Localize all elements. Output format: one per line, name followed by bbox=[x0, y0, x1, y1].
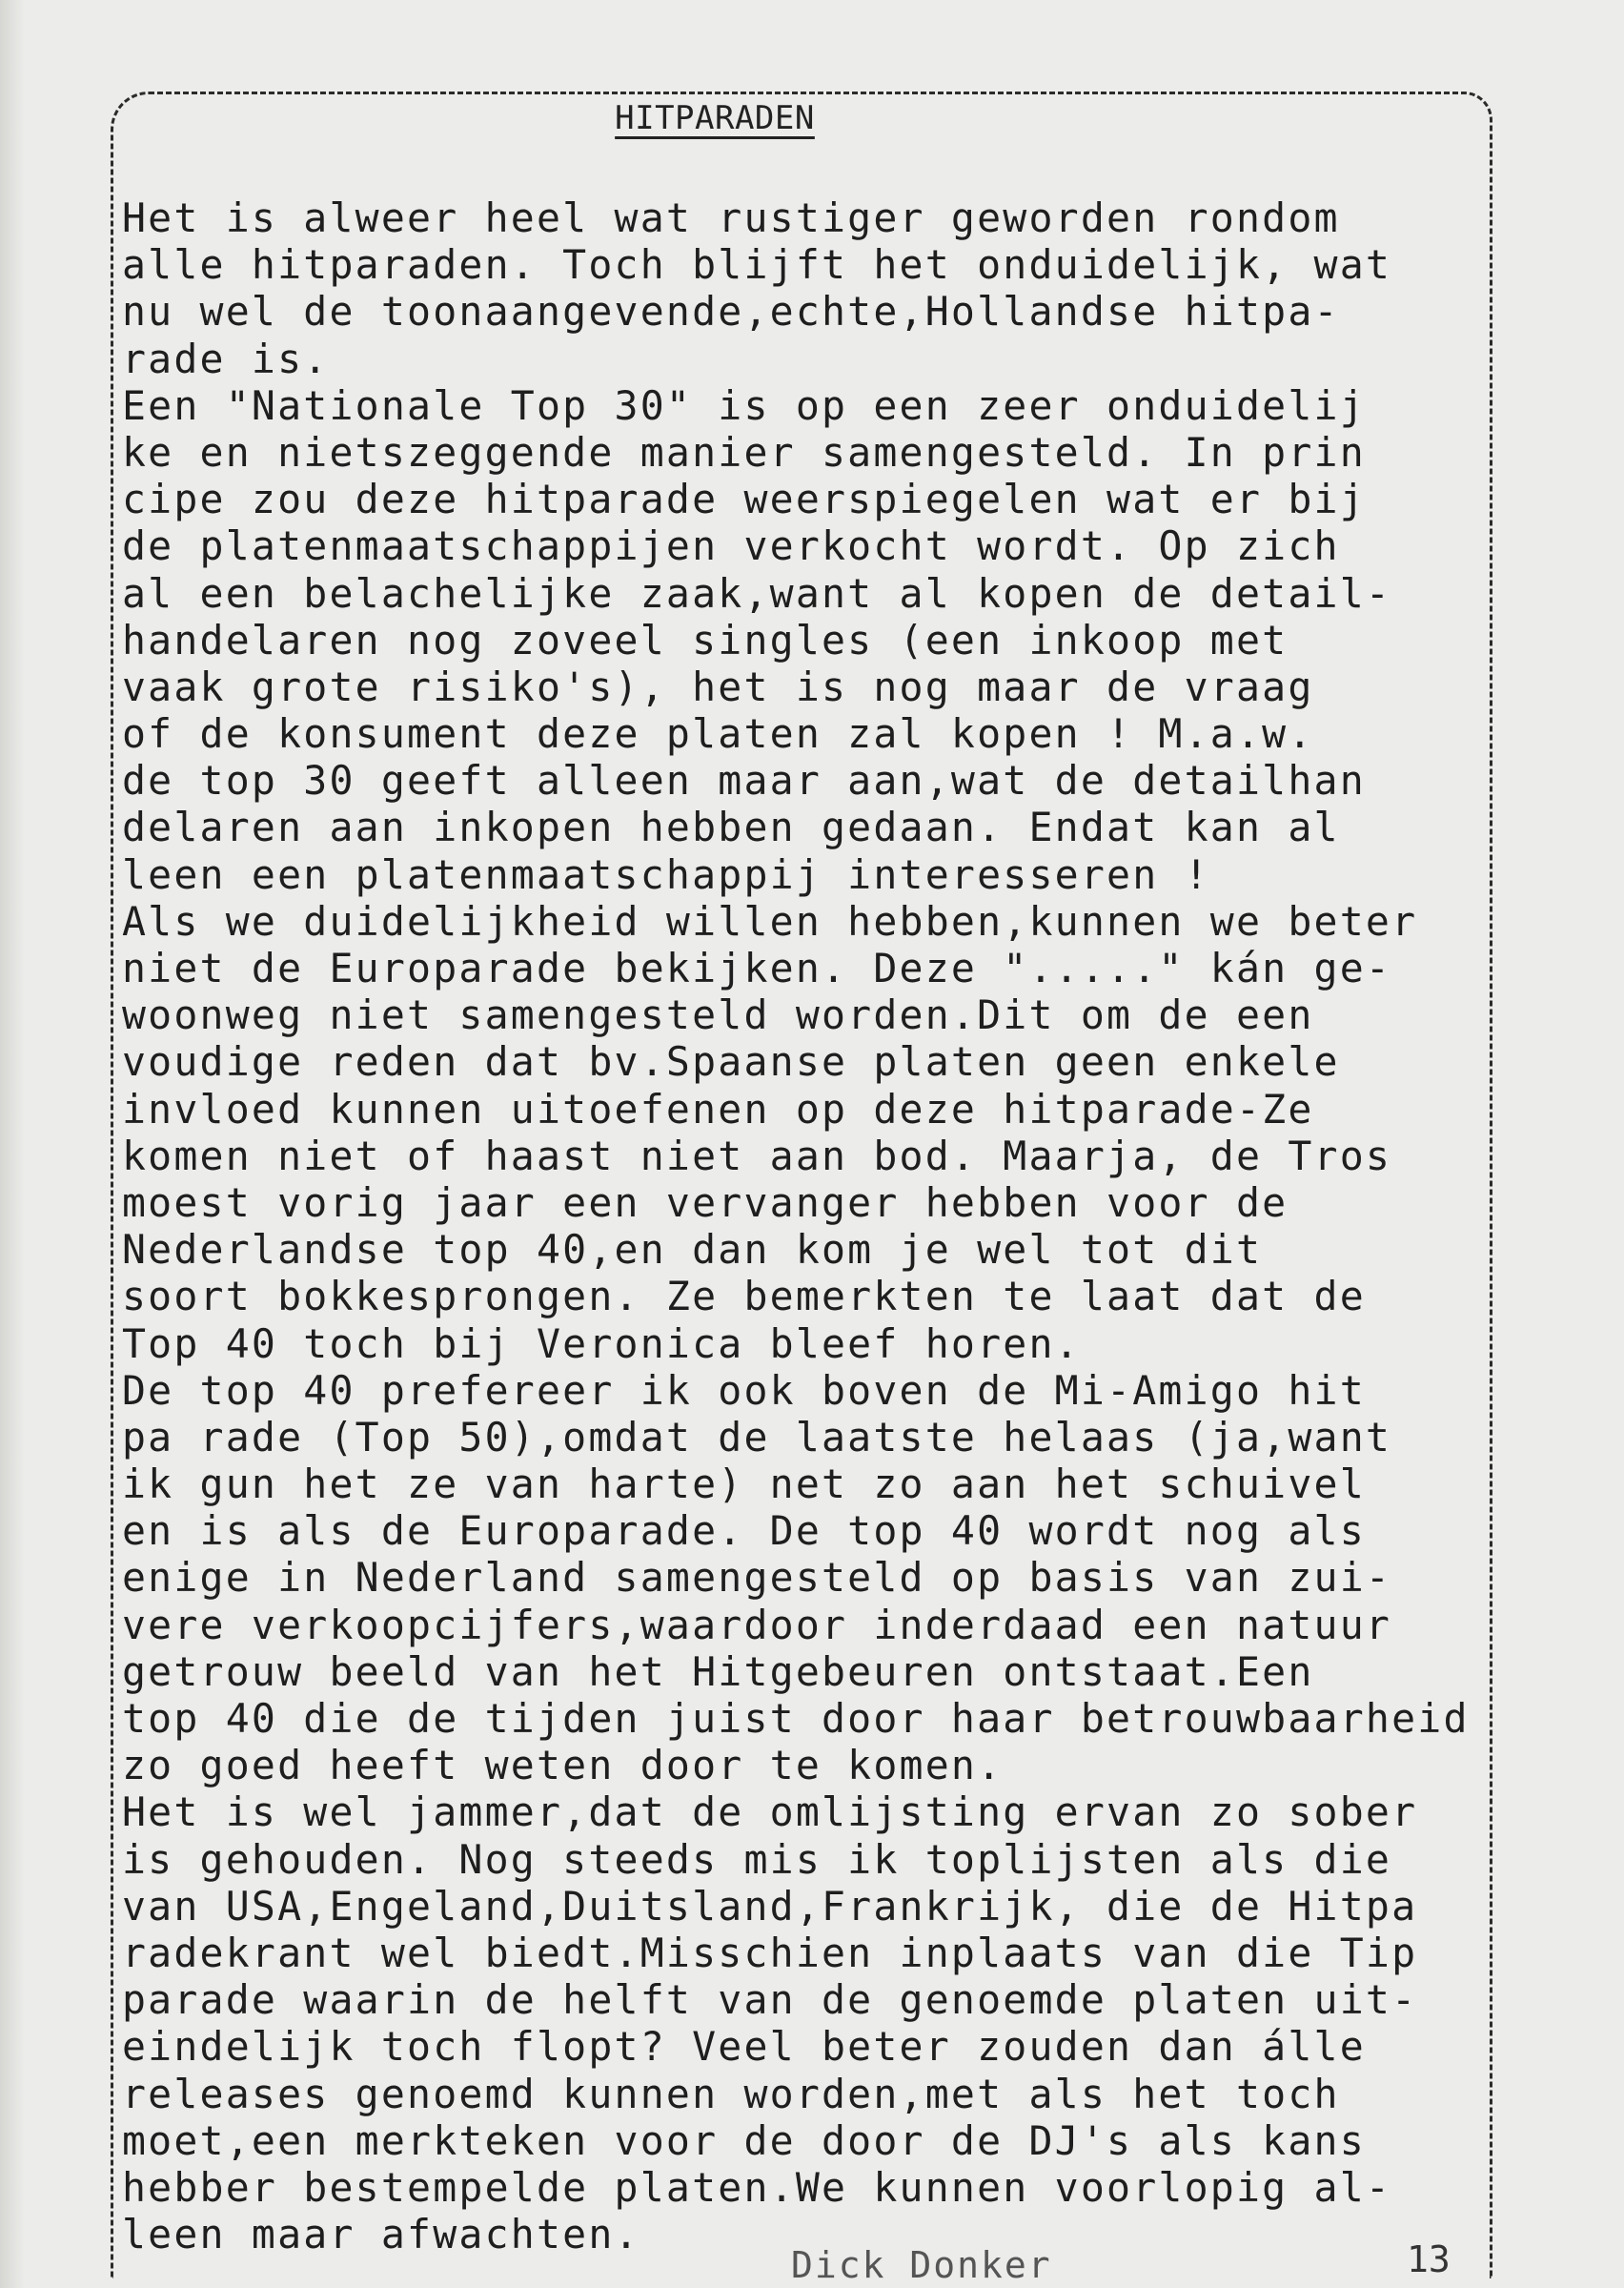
text-line: Het is wel jammer,dat de omlijsting ervan zo sober bbox=[122, 1788, 1418, 1836]
text-line: top 40 die de tijden juist door haar betrouwbaarheid bbox=[122, 1695, 1470, 1742]
text-line: niet de Europarade bekijken. Deze "....." kán ge- bbox=[122, 945, 1392, 991]
text-line: woonweg niet samengesteld worden.Dit om de een bbox=[122, 991, 1314, 1039]
text-line: nu wel de toonaangevende,echte,Hollandse hitpa- bbox=[122, 288, 1340, 336]
text-line: releases genoemd kunnen worden,met als het toch bbox=[122, 2070, 1340, 2117]
text-line: moet,een merkteken voor de door de DJ's als kans bbox=[122, 2116, 1366, 2164]
text-line: komen niet of haast niet aan bod. Maarja, de Tros bbox=[122, 1132, 1392, 1179]
article-body bbox=[122, 194, 1552, 2257]
text-line: is gehouden. Nog steeds mis ik toplijsten als die bbox=[122, 1835, 1392, 1883]
text-line: vaak grote risiko's), het is nog maar de vraag bbox=[122, 663, 1314, 710]
text-line: Een "Nationale Top 30" is op een zeer onduidelij bbox=[122, 381, 1366, 429]
text-line: getrouw beeld van het Hitgebeuren ontstaat.Een bbox=[122, 1647, 1314, 1695]
text-line: invloed kunnen uitoefenen op deze hitparade-Ze bbox=[122, 1085, 1314, 1133]
text-line: Het is alweer heel wat rustiger geworden rondom bbox=[122, 194, 1340, 241]
text-line: enige in Nederland samengesteld op basis van zui- bbox=[122, 1554, 1392, 1602]
text-line: pa rade (Top 50),omdat de laatste helaas (ja,want bbox=[122, 1413, 1392, 1461]
text-line: handelaren nog zoveel singles (een inkoop met bbox=[122, 616, 1289, 664]
text-line: rade is. bbox=[122, 335, 330, 382]
text-line: moest vorig jaar een vervanger hebben voor de bbox=[122, 1178, 1289, 1226]
author-signature: Dick Donker bbox=[791, 2244, 1052, 2286]
text-line: parade waarin de helft van de genoemde platen uit- bbox=[122, 1976, 1418, 2024]
text-line: de top 30 geeft alleen maar aan,wat de detailhan bbox=[122, 757, 1366, 805]
text-line: radekrant wel biedt.Misschien inplaats van die Tip bbox=[122, 1929, 1418, 1976]
page-title: HITPARADEN bbox=[615, 99, 815, 137]
text-line: Nederlandse top 40,en dan kom je wel tot dit bbox=[122, 1226, 1263, 1274]
text-line: vere verkoopcijfers,waardoor inderdaad een natuur bbox=[122, 1601, 1392, 1648]
text-line: de platenmaatschappijen verkocht wordt. Op zich bbox=[122, 522, 1340, 570]
text-line: voudige reden dat bv.Spaanse platen geen enkele bbox=[122, 1038, 1340, 1086]
text-line: De top 40 prefereer ik ook boven de Mi-Amigo hit bbox=[122, 1366, 1366, 1414]
paper-edge-shadow bbox=[0, 0, 25, 2288]
text-line: delaren aan inkopen hebben gedaan. Endat kan al bbox=[122, 804, 1340, 851]
text-line: soort bokkesprongen. Ze bemerkten te laat dat de bbox=[122, 1273, 1366, 1320]
text-line: Top 40 toch bij Veronica bleef horen. bbox=[122, 1319, 1081, 1367]
text-line: Als we duidelijkheid willen hebben,kunnen we beter bbox=[122, 897, 1418, 945]
text-line: alle hitparaden. Toch blijft het onduidelijk, wat bbox=[122, 241, 1392, 289]
text-line: leen maar afwachten. bbox=[122, 2211, 640, 2258]
text-line: ke en nietszeggende manier samengesteld. In prin bbox=[122, 428, 1366, 476]
text-line: al een belachelijke zaak,want al kopen de detail- bbox=[122, 569, 1392, 617]
text-line: van USA,Engeland,Duitsland,Frankrijk, die de Hitpa bbox=[122, 1882, 1418, 1930]
text-line: en is als de Europarade. De top 40 wordt nog als bbox=[122, 1507, 1366, 1555]
text-line: leen een platenmaatschappij interesseren ! bbox=[122, 850, 1210, 898]
page-number: 13 bbox=[1407, 2238, 1451, 2280]
text-line: ik gun het ze van harte) net zo aan het schuivel bbox=[122, 1461, 1366, 1508]
text-line: zo goed heeft weten door te komen. bbox=[122, 1742, 1004, 1789]
text-line: hebber bestempelde platen.We kunnen voorlopig al- bbox=[122, 2163, 1392, 2211]
text-line: eindelijk toch flopt? Veel beter zouden dan álle bbox=[122, 2023, 1366, 2071]
text-line: of de konsument deze platen zal kopen ! M.a.w. bbox=[122, 710, 1314, 758]
text-line: cipe zou deze hitparade weerspiegelen wat er bij bbox=[122, 476, 1366, 523]
